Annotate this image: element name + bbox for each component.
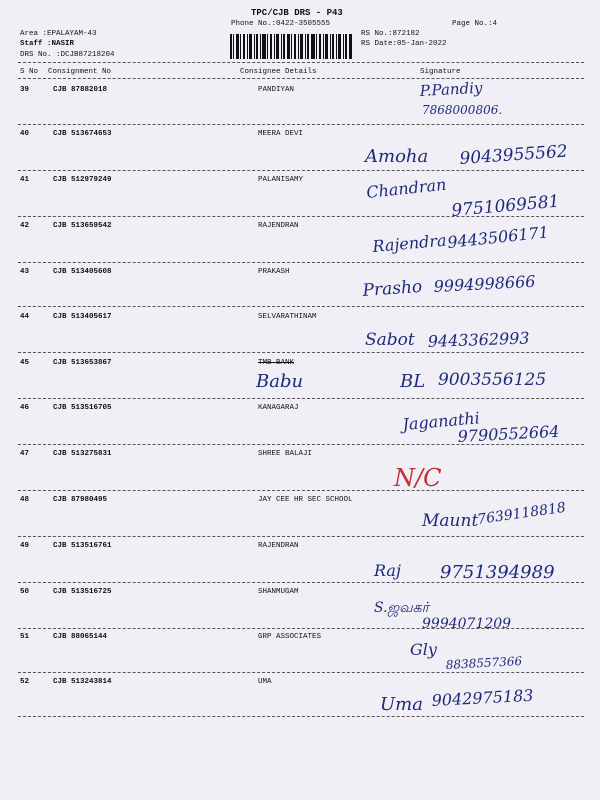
row-divider (18, 352, 584, 353)
row-consignment: CJB 513405617 (53, 313, 112, 321)
signature-phone: 8838557366 (445, 654, 523, 672)
drs-number: DRS No. :DCJB87218204 (20, 51, 115, 59)
row-divider (18, 262, 584, 263)
rs-date: RS Date:05-Jan-2022 (361, 40, 447, 48)
row-consignment: CJB 87882018 (53, 86, 108, 94)
row-consignment: CJB 512979249 (53, 176, 112, 184)
row-divider (18, 170, 584, 171)
col-sno: S No (20, 68, 39, 76)
row-consignment: CJB 513243814 (53, 678, 112, 686)
header-divider (18, 62, 584, 63)
row-sno: 42 (20, 222, 30, 230)
signature-image (250, 363, 590, 403)
signature-text: Amoha (365, 146, 429, 167)
signature-text: S.ஜவகர் (374, 600, 429, 616)
signature-image (360, 319, 570, 359)
document-title: TPC/CJB DRS - P43 (251, 8, 343, 18)
signature-image (398, 406, 588, 448)
row-consignment: CJB 513275831 (53, 450, 112, 458)
row-consignment: CJB 513516725 (53, 588, 112, 596)
area-label: Area :EPALAYAM-43 (20, 30, 97, 38)
row-sno: 39 (20, 86, 30, 94)
row-divider (18, 398, 584, 399)
table-row (0, 78, 600, 132)
row-sno: 52 (20, 678, 30, 686)
row-sno: 41 (20, 176, 30, 184)
signature-text: Chandran (365, 174, 448, 202)
signature-text: Gly (410, 640, 437, 659)
signature-phone: 9003556125 (438, 370, 547, 390)
handwritten-name: Babu (256, 371, 304, 392)
row-consignment: CJB 88065144 (53, 633, 108, 641)
row-sno: 40 (20, 130, 30, 138)
row-divider (18, 490, 584, 491)
signature-phone: 9042975183 (431, 685, 534, 710)
row-consignee: KANAGARAJ (258, 404, 299, 412)
signature-image (406, 635, 576, 675)
signature-text: N/C (394, 464, 442, 492)
signature-image (376, 684, 576, 724)
row-consignment: CJB 513405608 (53, 268, 112, 276)
column-header-divider (18, 78, 584, 79)
signature-text: Sabot (365, 330, 415, 350)
row-consignment: CJB 513674653 (53, 130, 112, 138)
row-consignee: PANDIYAN (258, 86, 295, 94)
signature-phone: 9994071209 (422, 616, 512, 632)
signature-text: P.Pandiy (419, 78, 483, 100)
signature-phone: 9751069581 (450, 191, 561, 221)
signature-text: BL (400, 371, 426, 392)
row-sno: 44 (20, 313, 30, 321)
signature-text: Raj (374, 561, 401, 580)
row-divider (18, 216, 584, 217)
signature-phone: 9443506171 (446, 222, 550, 252)
row-divider (18, 536, 584, 537)
table-row (0, 268, 600, 314)
signature-image (410, 80, 560, 120)
col-signature: Signature (420, 68, 461, 76)
signature-phone: 9790552664 (457, 421, 560, 446)
row-consignment: CJB 513516761 (53, 542, 112, 550)
table-row (0, 678, 600, 724)
phone-number: Phone No.:0422-3505555 (231, 20, 331, 28)
row-divider (18, 716, 584, 717)
signature-phone: 9994998666 (433, 271, 536, 296)
signature-image (370, 592, 580, 632)
row-consignee: PALANISAMY (258, 176, 304, 184)
row-consignee: RAJENDRAN (258, 222, 299, 230)
row-consignee: UMA (258, 678, 272, 686)
row-sno: 47 (20, 450, 30, 458)
row-consignee: PRAKASH (258, 268, 290, 276)
signature-phone: 7868000806. (422, 103, 503, 117)
signature-phone: 9443362993 (427, 328, 530, 351)
row-consignee: SHREE BALAJI (258, 450, 313, 458)
staff-label: Staff :NASIR (20, 40, 75, 48)
row-consignee: RAJENDRAN (258, 542, 299, 550)
row-divider (18, 628, 584, 629)
signature-image (368, 224, 568, 266)
row-consignee: MEERA DEVI (258, 130, 304, 138)
signature-image (358, 268, 568, 308)
row-divider (18, 306, 584, 307)
row-consignee: JAY CEE HR SEC SCHOOL (258, 496, 353, 504)
row-consignee: TMB BANK (258, 359, 295, 367)
row-sno: 49 (20, 542, 30, 550)
row-consignee: GRP ASSOCIATES (258, 633, 322, 641)
row-sno: 51 (20, 633, 30, 641)
signature-phone: 9751394989 (440, 562, 555, 583)
row-sno: 46 (20, 404, 30, 412)
row-consignment: CJB 87980495 (53, 496, 108, 504)
row-consignment: CJB 513653867 (53, 359, 112, 367)
signature-text: Prasho (361, 276, 423, 301)
page-number: Page No.:4 (452, 20, 498, 28)
barcode (230, 34, 352, 59)
signature-text: Maunt (422, 511, 479, 531)
row-divider (18, 444, 584, 445)
signature-text: Rajendra (371, 230, 448, 256)
rs-number: RS No.:872182 (361, 30, 420, 38)
row-consignee: SELVARATHINAM (258, 313, 317, 321)
row-consignment: CJB 513516705 (53, 404, 112, 412)
row-divider (18, 124, 584, 125)
row-divider (18, 672, 584, 673)
col-consignment: Consignment No (48, 68, 112, 76)
row-sno: 45 (20, 359, 30, 367)
row-consignment: CJB 513659542 (53, 222, 112, 230)
row-sno: 50 (20, 588, 30, 596)
row-sno: 43 (20, 268, 30, 276)
signature-text: Uma (380, 694, 423, 715)
col-consignee: Consignee Details (240, 68, 317, 76)
row-sno: 48 (20, 496, 30, 504)
signature-phone: 7639118818 (476, 499, 567, 528)
signature-text: Jaganathi (401, 408, 481, 434)
row-divider (18, 582, 584, 583)
row-consignee: SHANMUGAM (258, 588, 299, 596)
signature-phone: 9043955562 (458, 141, 569, 169)
signature-image (418, 498, 598, 538)
